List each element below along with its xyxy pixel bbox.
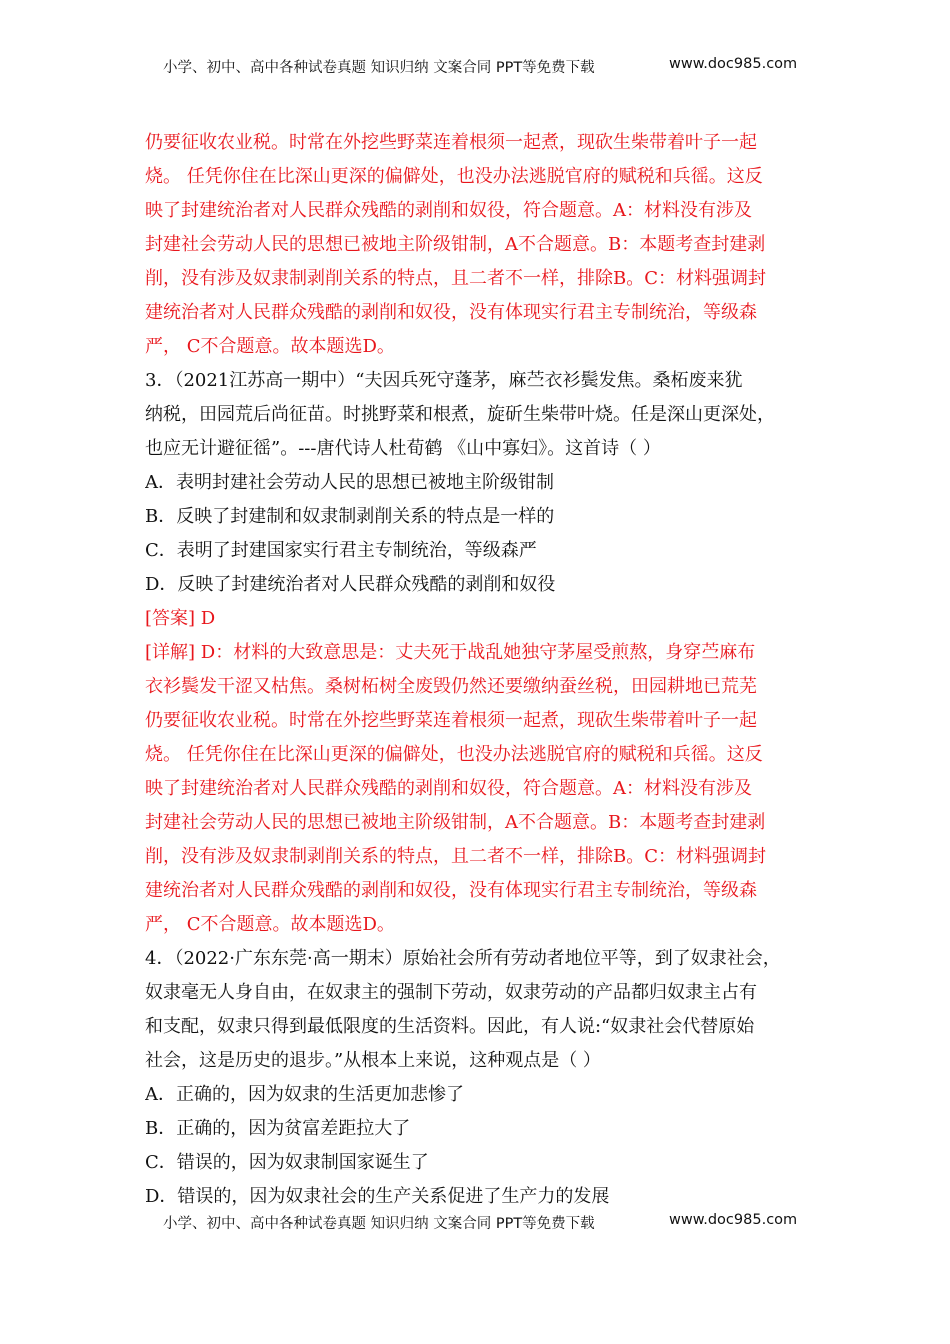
- text-line: [详解] D：材料的大致意思是：丈夫死于战乱她独守茅屋受煎熬，身穿苎麻布: [145, 642, 756, 663]
- footer-slogan: 小学、初中、高中各种试卷真题 知识归纳 文案合同 PPT等免费下载: [163, 1216, 595, 1232]
- text-line: 严， C不合题意。故本题选D。: [145, 336, 395, 357]
- text-line: 映了封建统治者对人民群众残酷的剥削和奴役，符合题意。A：材料没有涉及: [145, 778, 752, 799]
- text-line: 映了封建统治者对人民群众残酷的剥削和奴役，符合题意。A：材料没有涉及: [145, 200, 752, 221]
- text-line: 4．（2022·广东东莞·高一期末）原始社会所有劳动者地位平等，到了奴隶社会，: [145, 948, 781, 969]
- text-line: [答案] D: [145, 608, 216, 629]
- text-line: 烧。 任凭你住在比深山更深的偏僻处，也没办法逃脱官府的赋税和兵徭。这反: [145, 166, 763, 187]
- text-line: 和支配，奴隶只得到最低限度的生活资料。因此，有人说:“奴隶社会代替原始: [145, 1016, 755, 1037]
- text-line: 建统治者对人民群众残酷的剥削和奴役，没有体现实行君主专制统治，等级森: [145, 880, 757, 901]
- page-footer: [163, 1212, 803, 1233]
- text-line: 也应无计避征徭”。---唐代诗人杜荀鹤 《山中寡妇》。这首诗（ ）: [145, 438, 661, 459]
- document-body: [145, 126, 815, 1214]
- footer-site-link[interactable]: www.doc985.com: [669, 1212, 798, 1228]
- text-line: 削，没有涉及奴隶制剥削关系的特点，且二者不一样，排除B。C：材料强调封: [145, 268, 766, 289]
- text-line: 纳税，田园荒后尚征苗。时挑野菜和根煮，旋斫生柴带叶烧。任是深山更深处，: [145, 404, 775, 425]
- text-line: 封建社会劳动人民的思想已被地主阶级钳制，A不合题意。B：本题考查封建剥: [145, 812, 766, 833]
- text-line: 衣衫鬓发干涩又枯焦。桑树柘树全废毁仍然还要缴纳蚕丝税，田园耕地已荒芜: [145, 676, 757, 697]
- text-line: 严， C不合题意。故本题选D。: [145, 914, 395, 935]
- text-line: 3．（2021江苏高一期中）“夫因兵死守蓬茅，麻苎衣衫鬓发焦。桑柘废来犹: [145, 370, 743, 391]
- text-line: 封建社会劳动人民的思想已被地主阶级钳制，A不合题意。B：本题考查封建剥: [145, 234, 766, 255]
- text-line: D．反映了封建统治者对人民群众残酷的剥削和奴役: [145, 574, 556, 595]
- text-line: 仍要征收农业税。时常在外挖些野菜连着根须一起煮，现砍生柴带着叶子一起: [145, 132, 757, 153]
- text-line: 仍要征收农业税。时常在外挖些野菜连着根须一起煮，现砍生柴带着叶子一起: [145, 710, 757, 731]
- header-site-link[interactable]: www.doc985.com: [669, 56, 798, 72]
- text-line: 削，没有涉及奴隶制剥削关系的特点，且二者不一样，排除B。C：材料强调封: [145, 846, 766, 867]
- text-line: 奴隶毫无人身自由，在奴隶主的强制下劳动，奴隶劳动的产品都归奴隶主占有: [145, 982, 757, 1003]
- text-line: A．表明封建社会劳动人民的思想已被地主阶级钳制: [145, 472, 554, 493]
- text-line: 建统治者对人民群众残酷的剥削和奴役，没有体现实行君主专制统治，等级森: [145, 302, 757, 323]
- page-header: [163, 56, 803, 77]
- text-line: D．错误的，因为奴隶社会的生产关系促进了生产力的发展: [145, 1186, 610, 1207]
- text-line: A．正确的，因为奴隶的生活更加悲惨了: [145, 1084, 464, 1105]
- text-line: B．正确的，因为贫富差距拉大了: [145, 1118, 411, 1139]
- text-line: B．反映了封建制和奴隶制剥削关系的特点是一样的: [145, 506, 555, 527]
- text-line: C．错误的，因为奴隶制国家诞生了: [145, 1152, 429, 1173]
- text-line: C．表明了封建国家实行君主专制统治，等级森严: [145, 540, 537, 561]
- header-slogan: 小学、初中、高中各种试卷真题 知识归纳 文案合同 PPT等免费下载: [163, 60, 595, 76]
- text-line: 社会，这是历史的退步。”从根本上来说，这种观点是（ ）: [145, 1050, 601, 1071]
- text-line: 烧。 任凭你住在比深山更深的偏僻处，也没办法逃脱官府的赋税和兵徭。这反: [145, 744, 763, 765]
